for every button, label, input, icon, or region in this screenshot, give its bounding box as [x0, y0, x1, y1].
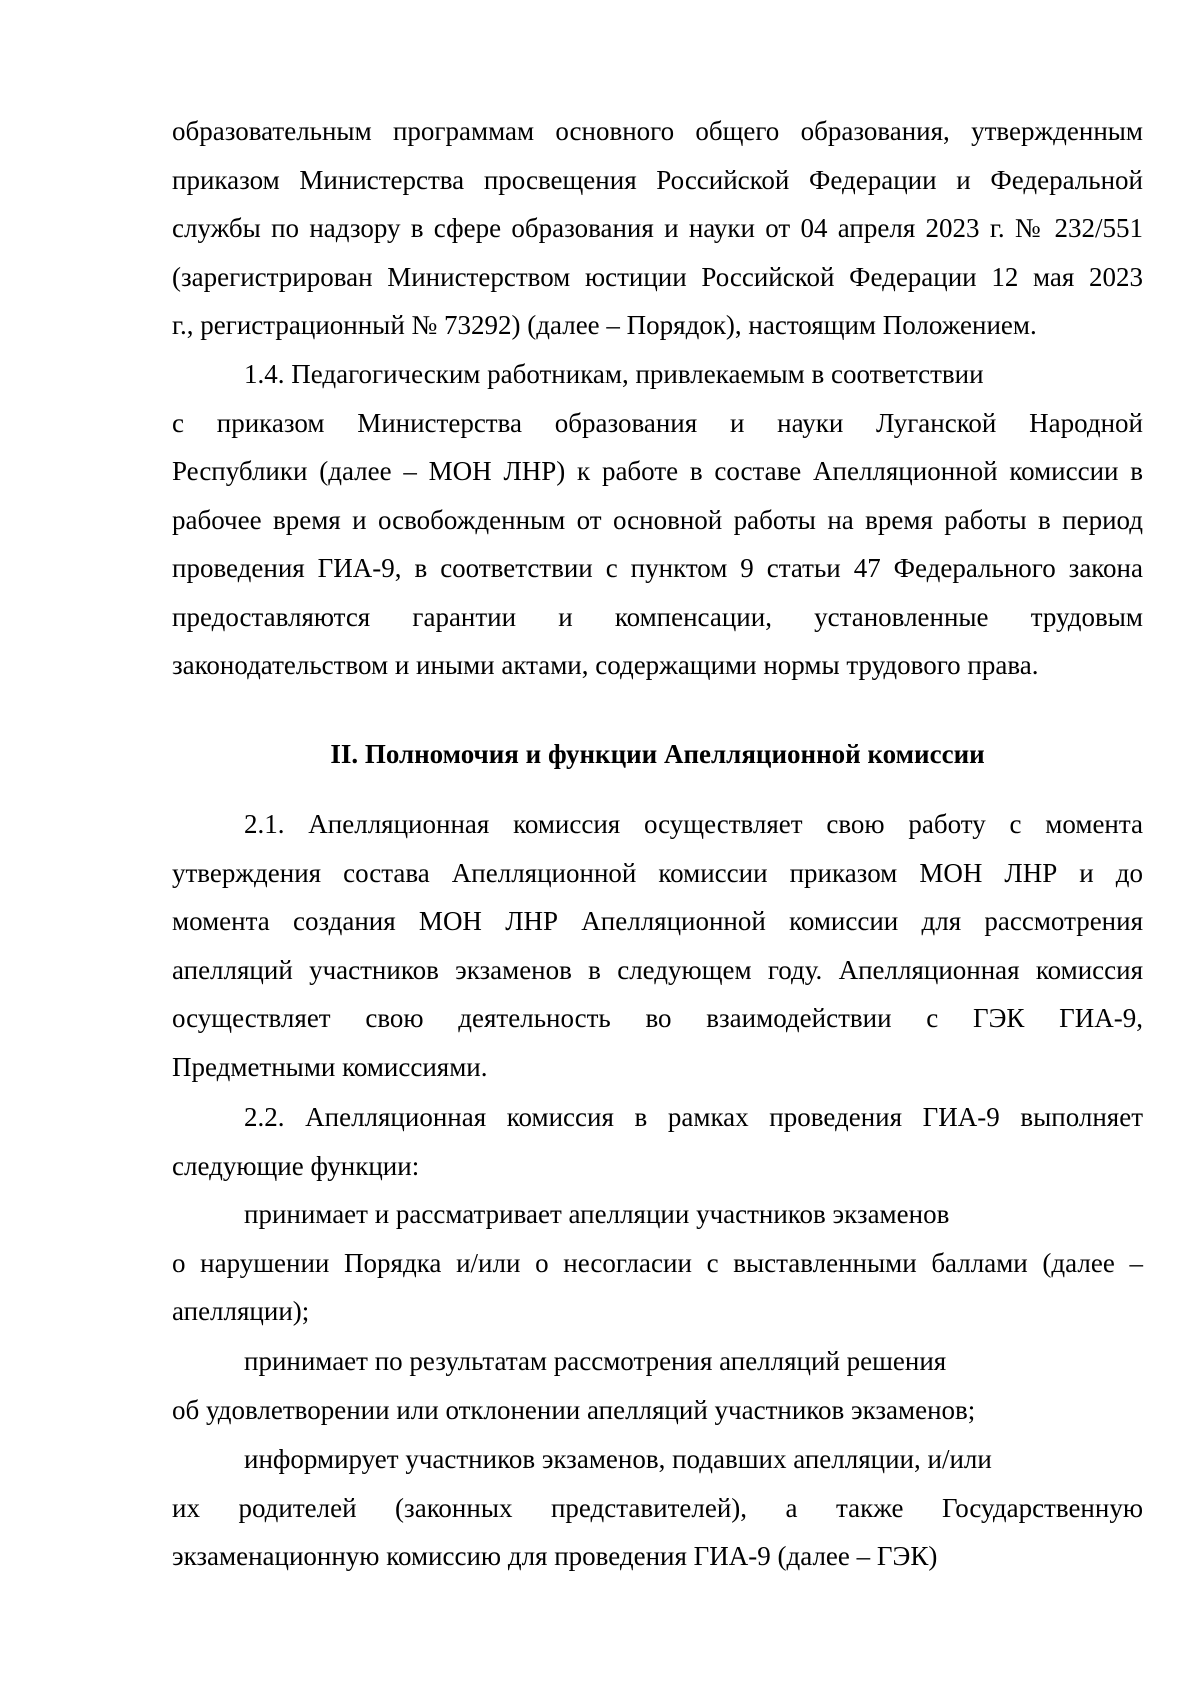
text-line: законодательством и иными актами, содержащими нормы трудового права. — [172, 650, 1039, 680]
text-line: 1.4. Педагогическим работникам, привлекаемым в соответствии — [244, 359, 984, 389]
text-line: с приказом Министерства образования и науки Луганской Народной — [172, 407, 1143, 438]
text-line: предоставляются гарантии и компенсации, установленные трудовым — [172, 601, 1143, 632]
text-line: службы по надзору в сфере образования и науки от 04 апреля 2023 г. № 232/551 — [172, 213, 1143, 243]
paragraph-2-1 — [172, 800, 1143, 1091]
text-line: апелляции); — [172, 1296, 310, 1326]
function-item — [172, 1337, 1143, 1434]
text-line: о нарушении Порядка и/или о несогласии с выставленными баллами (далее – — [172, 1247, 1143, 1278]
text-line: их родителей (законных представителей), а также Государственную — [172, 1492, 1143, 1523]
text-line: момента создания МОН ЛНР Апелляционной комиссии для рассмотрения — [172, 906, 1143, 936]
text-line: информирует участников экзаменов, подавших апелляции, и/или — [244, 1444, 992, 1474]
text-line: следующие функции: — [172, 1150, 420, 1181]
text-line: об удовлетворении или отклонении апелляций участников экзаменов; — [172, 1394, 976, 1425]
text-line: Республики (далее – МОН ЛНР) к работе в составе Апелляционной комиссии в — [172, 456, 1143, 486]
function-item — [172, 1190, 1143, 1336]
text-line: приказом Министерства просвещения Российской Федерации и Федеральной — [172, 164, 1143, 195]
text-line: рабочее время и освобожденным от основной работы на время работы в период — [172, 504, 1143, 535]
text-line: утверждения состава Апелляционной комиссии приказом МОН ЛНР и до — [172, 857, 1143, 888]
text-line: г., регистрационный № 73292) (далее – Порядок), настоящим Положением. — [172, 310, 1037, 340]
text-line: проведения ГИА-9, в соответствии с пунктом 9 статьи 47 Федерального закона — [172, 553, 1143, 583]
text-line: образовательным программам основного общего образования, утвержденным — [172, 116, 1143, 146]
text-line: принимает и рассматривает апелляции участников экзаменов — [244, 1199, 950, 1229]
text-line: 2.1. Апелляционная комиссия осуществляет свою работу с момента — [244, 809, 1143, 839]
text-line: экзаменационную комиссию для проведения ГИА-9 (далее – ГЭК) — [172, 1541, 938, 1571]
text-line: 2.2. Апелляционная комиссия в рамках проведения ГИА-9 выполняет — [244, 1102, 1143, 1132]
paragraph-2-2 — [172, 1093, 1143, 1190]
section-heading: II. Полномочия и функции Апелляционной комиссии — [330, 739, 985, 769]
function-item — [172, 1435, 1143, 1581]
text-line: принимает по результатам рассмотрения апелляций решения — [244, 1346, 947, 1376]
text-line: Предметными комиссиями. — [172, 1051, 488, 1082]
text-line: (зарегистрирован Министерством юстиции Российской Федерации 12 мая 2023 — [172, 261, 1143, 292]
text-line: апелляций участников экзаменов в следующем году. Апелляционная комиссия — [172, 954, 1143, 985]
paragraph-intro — [172, 107, 1143, 350]
paragraph-1-4 — [172, 350, 1143, 690]
text-line: осуществляет свою деятельность во взаимодействии с ГЭК ГИА-9, — [172, 1003, 1143, 1033]
